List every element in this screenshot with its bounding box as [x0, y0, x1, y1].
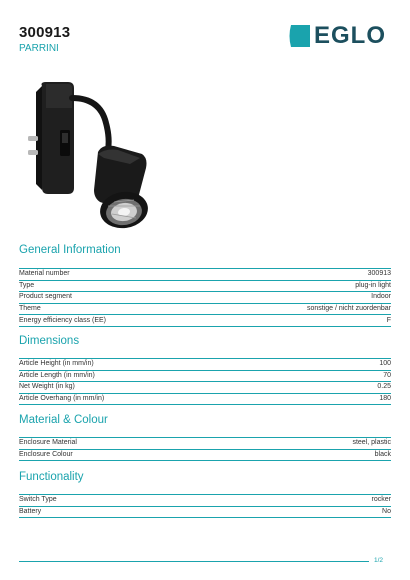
table-row: Material number 300913: [19, 269, 391, 281]
table-row: Type plug-in light: [19, 281, 391, 293]
table-row: Product segment Indoor: [19, 292, 391, 304]
table-row: Energy efficiency class (EE) F: [19, 315, 391, 327]
product-number: 300913: [19, 24, 71, 41]
brand-logo: [288, 24, 386, 48]
table-row: Theme sonstige / nicht zuordenbar: [19, 304, 391, 316]
functionality-table: [19, 494, 391, 518]
table-row: Article Overhang (in mm/in) 180: [19, 394, 391, 406]
page-number: 1/2: [374, 557, 384, 564]
section-title-general: General Information: [19, 244, 121, 256]
material-table: [19, 437, 391, 461]
eglo-logo-icon: [288, 25, 310, 47]
product-image: [22, 78, 172, 238]
dimensions-table: [19, 358, 391, 405]
section-title-dimensions: Dimensions: [19, 335, 80, 347]
table-row: Enclosure Colour black: [19, 450, 391, 462]
product-name: PARRINI: [19, 43, 59, 54]
table-row: Battery No: [19, 507, 391, 519]
footer-divider: [19, 561, 369, 562]
table-row: Article Height (in mm/in) 100: [19, 359, 391, 371]
table-row: Article Length (in mm/in) 70: [19, 371, 391, 383]
table-row: Switch Type rocker: [19, 495, 391, 507]
section-title-functionality: Functionality: [19, 471, 84, 483]
table-row: Enclosure Material steel, plastic: [19, 438, 391, 450]
brand-name: EGLO: [314, 22, 387, 49]
general-info-table: [19, 268, 391, 327]
section-title-material: Material & Colour: [19, 414, 108, 426]
table-row: Net Weight (in kg) 0.25: [19, 382, 391, 394]
